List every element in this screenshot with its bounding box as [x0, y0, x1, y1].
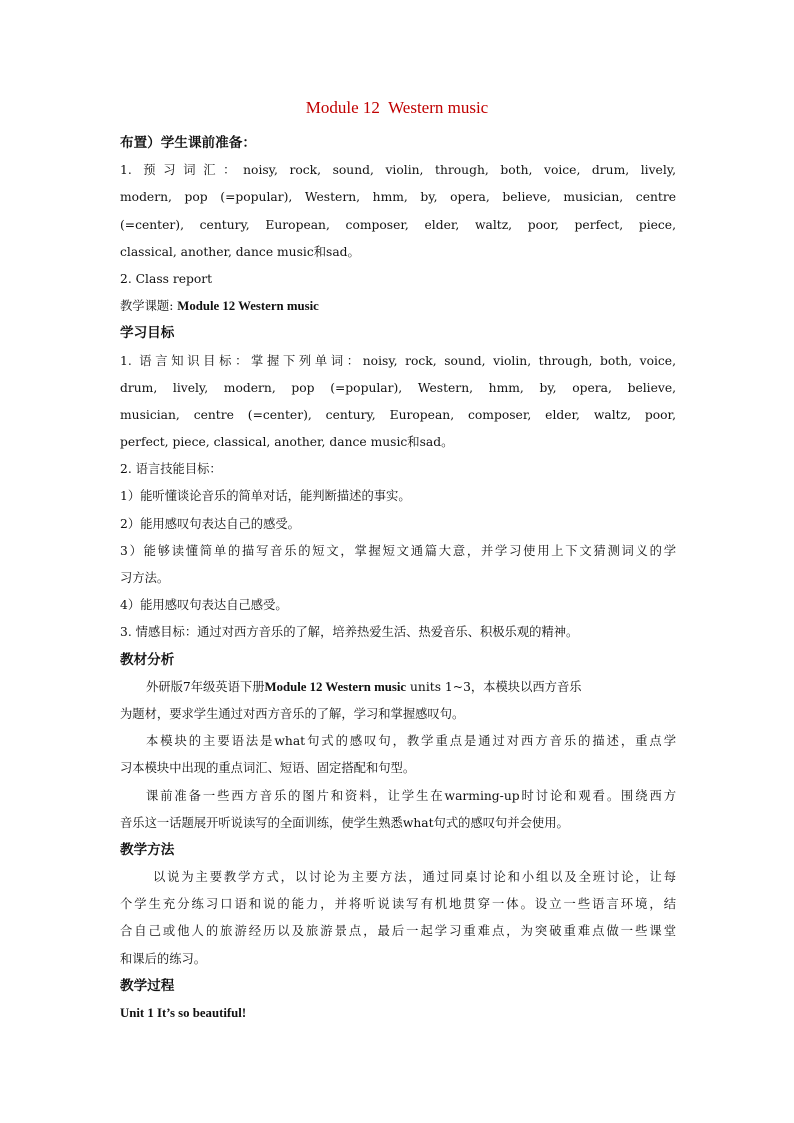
analysis-p1-pre: 外研版7年级英语下册	[146, 679, 265, 694]
prep-heading: 布置）学生课前准备：	[120, 135, 256, 151]
topic-line	[120, 293, 676, 320]
method-heading: 教学方法	[120, 841, 175, 858]
skill-1: 1）能听懂谈论音乐的简单对话，能判断描述的事实。	[120, 489, 411, 504]
knowledge-line-4: perfect, piece, classical, another, dance music和sad。	[120, 435, 454, 450]
analysis-p1-bold: Module 12 Western music	[264, 679, 407, 694]
knowledge-line-1: 1. 语言知识目标：掌握下列单词：noisy, rock, sound, violin, through, both, voice,	[120, 353, 676, 368]
skill-2: 2）能用感叹句表达自己的感受。	[120, 516, 300, 531]
vocab-line-2: modern, pop (=popular), Western, hmm, by, opera, believe, musician, centre	[120, 190, 676, 205]
method-line-3: 合自己或他人的旅游经历以及旅游景点，最后一起学习重难点，为突破重难点做一些课堂	[120, 924, 676, 939]
objectives-heading: 学习目标	[120, 325, 175, 342]
analysis-p3-line-1: 课前准备一些西方音乐的图片和资料，让学生在warming-up时讨论和观看。围绕西方	[146, 788, 676, 803]
vocab-line-3: (=center), century, European, composer, elder, waltz, poor, perfect, piece,	[120, 217, 676, 232]
method-line-2: 个学生充分练习口语和说的能力，并将听说读写有机地贯穿一体。设立一些语言环境，结	[120, 897, 676, 912]
method-line-4: 和课后的练习。	[120, 951, 207, 966]
analysis-p1-post: units 1~3，本模块以西方音乐	[406, 679, 582, 694]
knowledge-line-3: musician, centre (=center), century, European, composer, elder, waltz, poor,	[120, 407, 676, 422]
skill-3-line-2: 习方法。	[120, 571, 170, 585]
vocab-line-1: 1. 预习词汇：noisy, rock, sound, violin, through, both, voice, drum, lively,	[120, 163, 676, 178]
analysis-p3-line-2: 音乐这一话题展开听说读写的全面训练，使学生熟悉what句式的感叹句并会使用。	[120, 815, 569, 830]
analysis-p2-line-1: 本模块的主要语法是what句式的感叹句，教学重点是通过对西方音乐的描述，重点学	[146, 734, 676, 749]
analysis-p1-line-2: 为题材，要求学生通过对西方音乐的了解，学习和掌握感叹句。	[120, 706, 465, 721]
unit-title: Unit 1 It’s so beautiful!	[120, 1006, 247, 1020]
analysis-p1-line-1	[120, 674, 676, 701]
process-heading: 教学过程	[120, 977, 175, 994]
document-body	[120, 130, 676, 1027]
knowledge-line-2: drum, lively, modern, pop (=popular), Western, hmm, by, opera, believe,	[120, 380, 676, 395]
emotion-objective: 3. 情感目标：通过对西方音乐的了解，培养热爱生活、热爱音乐、积极乐观的精神。	[120, 625, 579, 640]
skills-heading: 2. 语言技能目标：	[120, 462, 222, 477]
page-title: Module 12 Western music	[305, 98, 489, 117]
topic-label: 教学课题:	[120, 299, 178, 314]
analysis-p2-line-2: 习本模块中出现的重点词汇、短语、固定搭配和句型。	[120, 761, 416, 776]
vocab-line-4: classical, another, dance music和sad。	[120, 244, 360, 259]
skill-3-line-1: 3）能够读懂简单的描写音乐的短文，掌握短文通篇大意，并学习使用上下文猜测词义的学	[120, 543, 676, 558]
skill-4: 4）能用感叹句表达自己感受。	[120, 598, 288, 613]
topic-value: Module 12 Western music	[177, 299, 319, 314]
method-line-1: 以说为主要教学方式，以讨论为主要方法，通过同桌讨论和小组以及全班讨论，让每	[153, 870, 676, 885]
class-report: 2. Class report	[120, 271, 213, 286]
analysis-heading: 教材分析	[120, 651, 175, 668]
